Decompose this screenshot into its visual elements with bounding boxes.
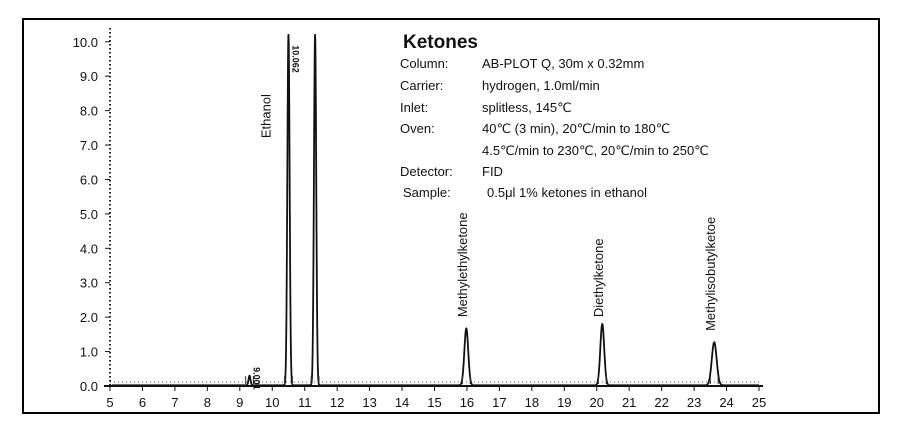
y-tick-label: 4.0 — [79, 241, 98, 257]
y-tick-label: 10.0 — [72, 34, 98, 50]
y-tick-label: 7.0 — [79, 138, 98, 154]
info-key: Sample: — [403, 185, 451, 200]
x-tick-label: 15 — [427, 395, 442, 410]
y-tick-label: 2.0 — [79, 310, 98, 326]
x-tick-label: 25 — [751, 395, 767, 410]
info-value: FID — [482, 164, 503, 179]
x-tick-label: 5 — [106, 395, 114, 410]
info-value: 0.5μl 1% ketones in ethanol — [487, 185, 647, 200]
x-tick-label: 8 — [203, 395, 211, 410]
info-value: AB-PLOT Q, 30m x 0.32mm — [482, 56, 645, 71]
y-tick-label: 0.0 — [79, 379, 98, 394]
chart-frame — [22, 18, 880, 414]
info-key: Inlet: — [400, 100, 429, 115]
info-key: Column: — [400, 56, 449, 71]
x-tick-label: 20 — [589, 395, 604, 410]
retention-time-label: 9.001 — [251, 367, 262, 390]
x-tick-label: 18 — [524, 395, 540, 410]
x-tick-label: 7 — [171, 395, 179, 410]
x-tick-label: 16 — [459, 395, 475, 410]
x-tick-label: 19 — [557, 395, 572, 410]
info-key: Detector: — [400, 164, 453, 179]
y-tick-label: 3.0 — [79, 275, 98, 291]
x-tick-label: 23 — [686, 395, 702, 410]
y-tick-label: 6.0 — [79, 172, 98, 188]
x-tick-label: 9 — [236, 395, 244, 410]
info-value: 40℃ (3 min), 20℃/min to 180℃ — [482, 121, 671, 136]
info-key: Oven: — [400, 121, 435, 136]
info-value: splitless, 145℃ — [482, 100, 572, 115]
retention-time-label: 10.062 — [290, 45, 301, 73]
peak-annotation: Methylethylketone — [454, 212, 470, 318]
x-tick-label: 11 — [297, 395, 312, 410]
peak-annotation: Diethylketone — [591, 238, 607, 318]
chromatogram-chart — [24, 20, 878, 412]
x-tick-label: 24 — [719, 395, 734, 410]
x-tick-label: 17 — [492, 395, 507, 410]
x-tick-label: 13 — [362, 395, 377, 410]
y-tick-label: 5.0 — [79, 206, 98, 222]
peak-annotation: Methylisobutylketoe — [703, 216, 719, 331]
x-tick-label: 22 — [654, 395, 669, 410]
x-tick-label: 6 — [138, 395, 147, 410]
info-value: 4.5℃/min to 230℃, 20℃/min to 250℃ — [482, 143, 709, 158]
x-tick-label: 14 — [394, 395, 410, 410]
x-tick-label: 12 — [329, 395, 345, 410]
y-tick-label: 9.0 — [79, 69, 98, 85]
y-tick-label: 1.0 — [79, 344, 98, 360]
y-tick-label: 8.0 — [79, 103, 98, 119]
info-key: Carrier: — [400, 78, 444, 93]
x-tick-label: 21 — [621, 395, 637, 410]
info-value: hydrogen, 1.0ml/min — [482, 78, 600, 93]
peak-annotation: Ethanol — [258, 94, 274, 139]
chart-title: Ketones — [403, 32, 478, 53]
x-tick-label: 10 — [265, 395, 280, 410]
